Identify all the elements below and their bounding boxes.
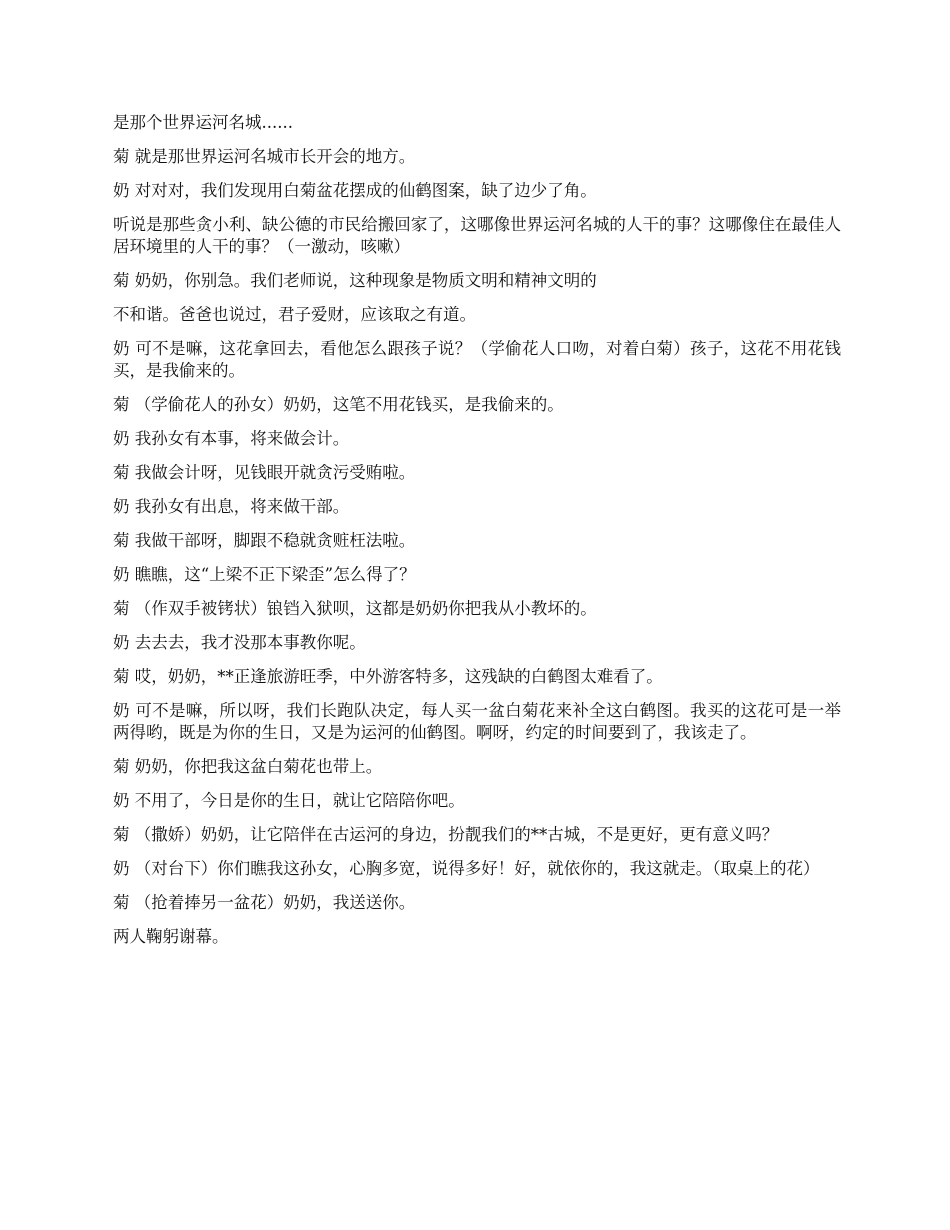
paragraph-8: 菊 （学偷花人的孙女）奶奶，这笔不用花钱买，是我偷来的。 (113, 395, 564, 414)
paragraph-16: 菊 哎，奶奶，**正逢旅游旺季，中外游客特多，这残缺的白鹤图太难看了。 (113, 667, 663, 686)
paragraph-18: 菊 奶奶，你把我这盆白菊花也带上。 (113, 757, 383, 776)
script-text (113, 112, 841, 960)
paragraph-13: 奶 瞧瞧，这“上梁不正下梁歪”怎么得了？ (113, 565, 416, 584)
paragraph-12: 菊 我做干部呀，脚跟不稳就贪赃枉法啦。 (113, 531, 416, 550)
paragraph-22: 菊 （抢着捧另一盆花）奶奶，我送送你。 (113, 893, 416, 912)
paragraph-19: 奶 不用了，今日是你的生日，就让它陪陪你吧。 (113, 791, 465, 810)
paragraph-21: 奶 （对台下）你们瞧我这孙女，心胸多宽，说得多好！好，就依你的，我这就走。（取桌上的花） (113, 859, 820, 878)
paragraph-1: 是那个世界运河名城...... (113, 113, 293, 132)
paragraph-15: 奶 去去去，我才没那本事教你呢。 (113, 633, 366, 652)
paragraph-4: 听说是那些贪小利、缺公德的市民给搬回家了，这哪像世界运河名城的人干的事？这哪像住在最佳人居环境里的人干的事？（一激动，咳嗽） (113, 215, 841, 256)
paragraph-23: 两人鞠躬谢幕。 (113, 927, 229, 946)
paragraph-14: 菊 （作双手被铐状）锒铛入狱呗，这都是奶奶你把我从小教坏的。 (113, 599, 597, 618)
paragraph-3: 奶 对对对，我们发现用白菊盆花摆成的仙鹤图案，缺了边少了角。 (113, 181, 597, 200)
paragraph-17: 奶 可不是嘛，所以呀，我们长跑队决定，每人买一盆白菊花来补全这白鹤图。我买的这花可是一举两得哟，既是为你的生日，又是为运河的仙鹤图。啊呀，约定的时间要到了，我该走了。 (113, 701, 841, 742)
paragraph-11: 奶 我孙女有出息，将来做干部。 (113, 497, 350, 516)
paragraph-7: 奶 可不是嘛，这花拿回去，看他怎么跟孩子说？（学偷花人口吻，对着白菊）孩子，这花不用花钱买，是我偷来的。 (113, 339, 841, 380)
paragraph-5: 菊 奶奶，你别急。我们老师说，这种现象是物质文明和精神文明的 (113, 271, 597, 290)
paragraph-20: 菊 （撒娇）奶奶，让它陪伴在古运河的身边，扮靓我们的**古城，不是更好，更有意义吗？ (113, 825, 779, 844)
paragraph-2: 菊 就是那世界运河名城市长开会的地方。 (113, 147, 416, 166)
paragraph-6: 不和谐。爸爸也说过，君子爱财，应该取之有道。 (113, 305, 476, 324)
paragraph-9: 奶 我孙女有本事，将来做会计。 (113, 429, 350, 448)
paragraph-10: 菊 我做会计呀，见钱眼开就贪污受贿啦。 (113, 463, 416, 482)
